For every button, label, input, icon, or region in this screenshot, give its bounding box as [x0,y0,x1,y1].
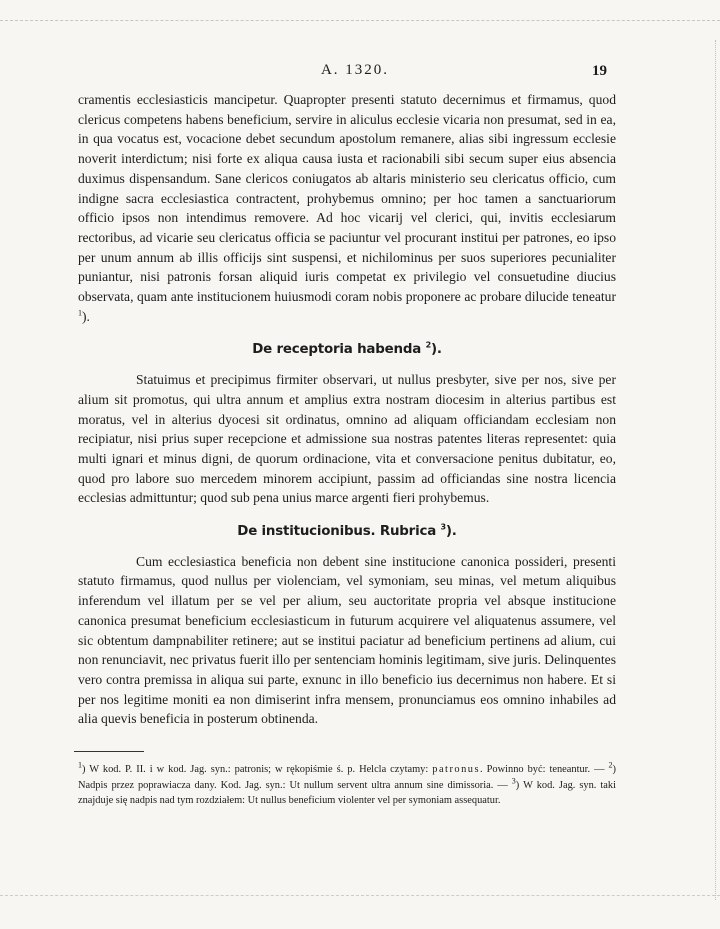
paragraph-3: Cum ecclesiastica beneficia non debent sine institucione canonica possideri, presenti statuto firmamus, quod nullus per violenciam, vel symoniam, seu minas, vel metum aliquibus inferendum vel illatum per se vel per alium, seu auctoritate propria vel absque institucione canonica presumat beneficium ecclesiasticum in futurum acquirere vel aliquatenus assumere, vel sic obtentum dampnabiliter retinere; aut se institui paciatur ad beneficium pertinens ad alium, cui non renunciavit, nec privatus fuerit illo per sentenciam hominis legitimam, sive juris. Delinquentes vero contra premissa in aliqua sui parte, exnunc in illo beneficio ius decernimus non habere. Et si per nos legitime moniti ea non dimiserint infra mensem, pronunciamus eos omnino inhabiles ad alia quevis beneficia in posterum obtinenda. [78,553,616,727]
footnotes [78,762,616,809]
running-head [0,62,720,82]
footnote-ref-2: 2 [425,340,431,350]
footnote-1-text-a: ) W kod. P. II. i w kod. Jag. syn.: patronis; w rękopiśmie ś. p. Helcla czytamy: [82,764,429,776]
page-edge-right [714,40,716,900]
footnote-ref-3: 3 [440,522,446,532]
heading-3-text: De institucionibus. Rubrica [237,524,437,540]
footnote-rule [74,751,144,752]
footnote-3-text: ) W kod. Jag. syn. taki znajduje się nadpis nad tym rozdziałem: Ut nullus beneficium violenter vel per symoniam assequatur. [78,779,616,807]
section-heading-receptoria [78,340,616,360]
heading-2-text: De receptoria habenda [252,342,422,358]
footnote-2-text: ) Nadpis przez poprawiacza dany. Kod. Jag. syn.: Ut nullum servent ultra annum sine dimissoria. — [78,764,616,791]
footnote-1-text-c: . Powinno być: teneantur. — [480,764,605,776]
footnote-1 [78,760,605,776]
heading-2-end: ). [430,342,442,358]
paragraph-1-end: ). [82,308,90,324]
page-edge-top [0,6,720,21]
footnote-2-mark: 2 [608,760,613,770]
footnote-1-mark: 1 [78,760,82,770]
paragraph-2: Statuimus et precipimus firmiter observari, ut nullus presbyter, sive per nos, sive per alium sit promotus, qui ultra annum et amplius extra nostram diocesim in alterius partibus est moratus, vel in alterius dyocesi sit ordinatus, omnino ad aliquam officiandam ecclesiam non recipiatur, nisi prius super recepcione et admissione sua nostras patentes literas representet: quia multi ignari et minus digni, de quorum ordinacione, vita et conversacione penitus dubitatur, eo, quod pro labore suo mercedem minorem accipiunt, passim ad officiandas sine nostra licencia ecclesias admittuntur; quod sub pena unius marce argenti fieri prohybemus. [78,372,616,506]
running-head-title: A. 1320. [320,62,390,78]
heading-3-end: ). [445,524,457,540]
paragraph-1 [78,90,616,326]
paragraph-1-text: cramentis ecclesiasticis mancipetur. Quapropter presenti statuto decernimus et firmamus, quod clericus competens habens beneficium, servire in aliculus ecclesie vicaria non presumat, sed in ea, in qua vocatus est, vocacione debet secundum apostolum remanere, alias sibi ingressum ecclesie noverit interdictum; nisi forte ex aliqua causa iusta et racionabili sibi secum super eius absencia duximus dispensandum. Sane clericos coniugatos ab altaris ministerio seu clericatus officio, cum indigne sacra ecclesiastica contractent, prohybemus omnino; per hoc tamen a sanctuariorum officio ipsos non intendimus removere. Ad hoc vicarij vel clerici, qui, invitis ecclesiarum rectoribus, ad vicarie seu clericatus officia se paciuntur vel procurant institui per patrones, eo ipso per unum annum ab illis officijs sint suspensi, et nichilominus per suos superiores pecunialiter puniantur, nisi patronis forsan aliquid iuris competat ex privilegio vel consuetudine diucius observata, quam ante institucionem huiusmodi coram nobis proponere ac probare dilucide teneatur [78,92,616,305]
footnote-1-text-b: patronus [432,764,481,776]
footnote-3-mark: 3 [511,776,516,786]
page-body [78,90,616,809]
section-heading-institucionibus [78,522,616,542]
page-edge-bottom [0,895,720,906]
page-number: 19 [592,63,607,79]
footnote-ref-1: 1 [78,308,82,318]
